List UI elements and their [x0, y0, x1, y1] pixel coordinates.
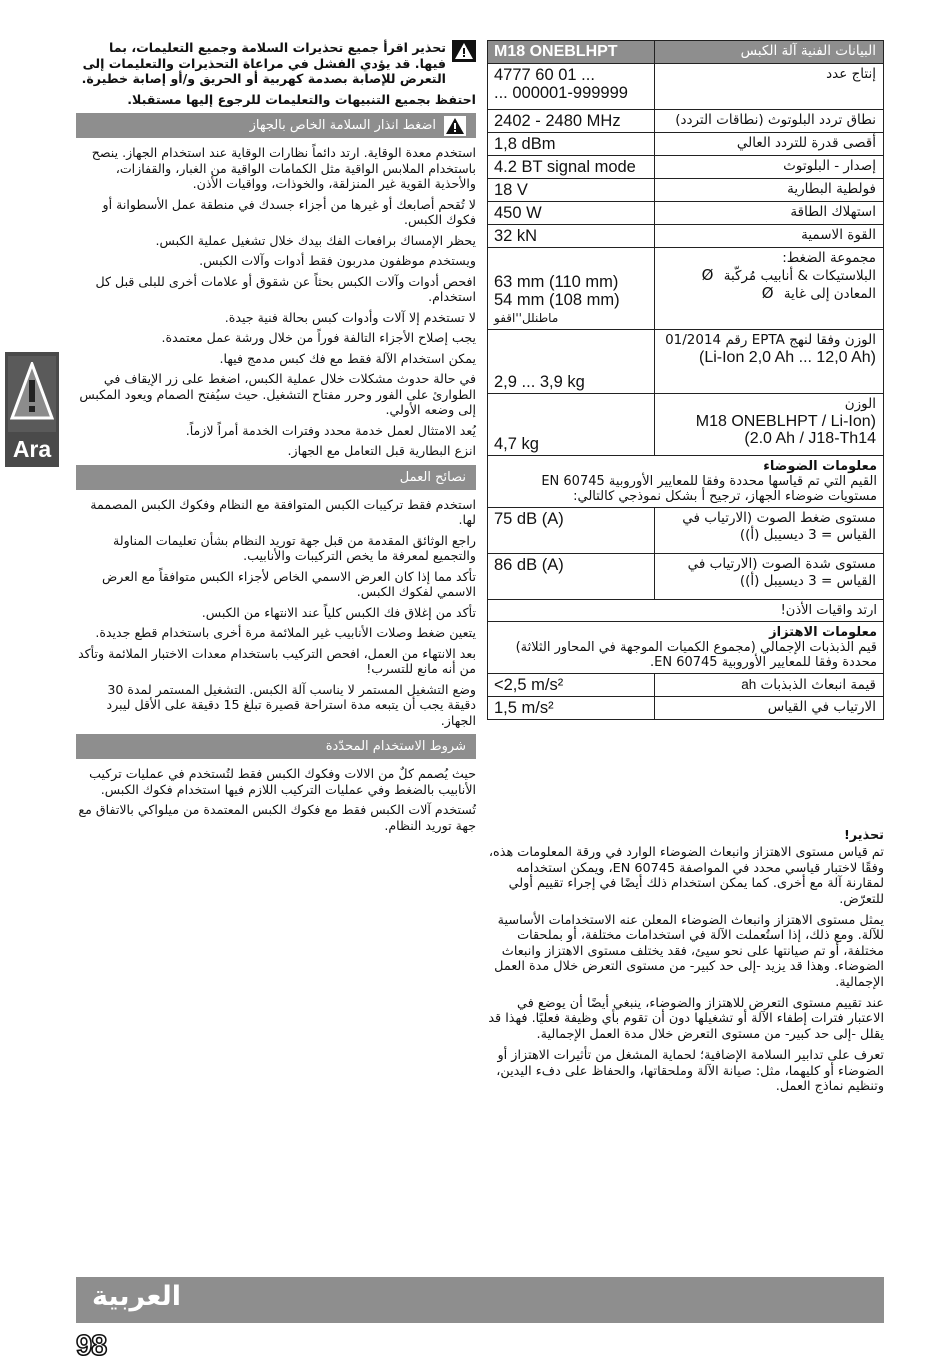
work-heading: نصائح العمل: [399, 469, 466, 485]
safety-instructions-column: [76, 40, 476, 838]
sound-pressure-row: [488, 508, 883, 554]
vibration-uncertainty-row: [488, 697, 883, 719]
metal-diameter-value: 54 mm (108 mm): [494, 291, 620, 309]
table-header-row: [488, 41, 883, 64]
work-item: بعد الانتهاء من العمل، افحص التركيب باستخدام معدات الاختبار الملائمة وتأكد من أنه مانع للتسرب!: [78, 645, 476, 676]
work-item: يتعين ضغط وصلات الأنابيب غير الملائمة مرة أخرى باستخدام قطع جديدة.: [95, 625, 476, 640]
vibration-title: معلومات الاهتزاز: [769, 625, 877, 640]
warning-icon: [8, 356, 56, 432]
table-row: [488, 64, 883, 110]
spec-label: نطاق تردد البلوتوث (نطاقات التردد): [675, 112, 876, 128]
warning-paragraph: تعرف على تدابير السلامة الإضافية؛ لحماية المشغل من تأثيرات الاهتزاز أو الضوضاء أو كليهما، مثل: صيانة الآلة وملحقاتها، والحفاظ على دفء اليدين، وتنظيم نماذج العمل.: [496, 1048, 884, 1095]
spec-value: 4777 60 01 ... ... 000001-999999: [488, 64, 655, 109]
safety-item: لا تُقحم أصابعك أو غيرها من أجزاء جسدك في منطقة عمل الأسطوانة أو فكوك الكبس.: [102, 196, 476, 227]
plastic-diameter-value: 63 mm (110 mm): [494, 273, 619, 291]
warning-triangle-icon: [452, 40, 476, 62]
usage-item: حيث يُصمم كلٌ من الالات وفكوك الكبس فقط لتُستخدم في عمليات تركيب الأنابيب بالضغط وفي عمليات التركيب اللازم فيها استخدام فكوك الكبس.: [89, 766, 476, 797]
spec-label: إنتاج عدد: [826, 66, 876, 82]
table-row: [488, 179, 883, 202]
safety-item: افحص أدوات وآلات الكبس بحثاً عن شقوق أو علامات أخرى للبلى قبل كل استخدام.: [95, 273, 476, 304]
ear-protection-text: ارتد واقيات الأذن!: [780, 603, 877, 618]
warning-triangle-icon: [444, 116, 466, 136]
unit-note: ماطنلل''اقفو: [494, 311, 559, 325]
work-item: راجع الوثائق المقدمة من قبل جهة توريد النظام بشأن تعليمات المناولة والتجميع لمعرفة ما يخص التركيبات والأنابيب.: [112, 532, 476, 563]
safety-item: يُعد الامتثال لعمل خدمة محدد وفترات الخدمة أمراً لازماً.: [185, 422, 476, 438]
language-side-tab: [5, 352, 59, 467]
noise-description: القيم التي تم قياسها محددة وفقا للمعايير الأوروبية EN 60745 مستويات ضوضاء الجهاز، ترجيح أ بشكل نموذجي كالتالي:: [541, 474, 877, 504]
safety-item: انزع البطارية قبل التعامل مع الجهاز.: [287, 443, 476, 458]
spec-label: قيمة انبعاث الذبذبات ah: [741, 677, 876, 693]
noise-info-row: [488, 456, 883, 508]
safety-item: ويستخدم موظفون مدربون فقط أدوات وآلات الكبس.: [199, 253, 476, 268]
work-heading-bar: [76, 465, 476, 490]
work-item: وضع التشغيل المستمر لا يناسب آلة الكبس. التشغيل المستمر لمدة 30 دقيقة يجب أن يتبعه مدة استراحة قصيرة تبلغ 15 دقيقة على الأقل ليبرد الجهاز.: [106, 681, 476, 728]
safety-item: يحظر الإمساك برافعات الفك بيدك خلال تشغيل عملية الكبس.: [155, 232, 476, 248]
safety-item: يمكن استخدام الآلة فقط مع فك كبس مدمج فيها.: [219, 350, 476, 366]
pressing-group-values: [488, 248, 655, 329]
plastic-pipes-line: البلاستيكات & أنابيب مُركّبة Ø: [701, 266, 876, 284]
general-warning: [76, 40, 476, 92]
diameter-icon: Ø: [701, 266, 714, 284]
intro-warning-text: تحذير اقرأ جميع تحذيرات السلامة وجميع التعليمات، بما فيها. قد يؤدي الفشل في مراعاة التحذيرات والتعليمات إلى التعرض للإصابة بصدمة كهربية أو الحريق و/أو إصابة خطيرة.: [81, 40, 446, 86]
keep-instructions-text: احتفظ بجميع التنبيهات والتعليمات للرجوع إليها مستقبلا.: [127, 91, 476, 107]
table-header-label: البيانات الفنية آلة الكبس: [740, 43, 876, 59]
safety-heading-bar: [76, 113, 476, 138]
warning-paragraph: عند تقييم مستوى التعرض للاهتزاز والضوضاء، ينبغي أيضًا أن يوضع في الاعتبار فترات إطفاء الآلة أو تشغيلها دون أن تقوم بأي وظيفة فعليًا. فهذا قد يقلل -إلى حد كبير- من مستوى التعرض خلال مدة العمل الإجمالية.: [488, 996, 884, 1042]
vibration-description: قيم الذبذبات الإجمالي (مجموع الكميات الموجهة في المحاور الثلاثة) محددة وفقا للمعايير الأوروبية EN 60745.: [515, 640, 877, 670]
spec-label: الوزن M18 ONEBLHPT / Li-Ion) (2.0 Ah / J18-Th14: [695, 396, 876, 447]
usage-heading-bar: [76, 734, 476, 759]
usage-item: تُستخدم آلات الكبس فقط مع فكوك الكبس المعتمدة من ميلواكي بالاتفاق مع جهة توريد النظام.: [78, 802, 476, 833]
emission-symbol: ah: [741, 677, 757, 692]
weight-epta-row: [488, 330, 883, 394]
spec-label: القوة الاسمية: [801, 227, 876, 243]
vibration-emission-row: [488, 674, 883, 697]
technical-data-table: [487, 40, 884, 720]
weight-row: [488, 394, 883, 456]
table-row: [488, 156, 883, 179]
table-row: [488, 110, 883, 133]
noise-title: معلومات الضوضاء: [763, 459, 877, 474]
usage-heading: شروط الاستخدام المحدّدة: [325, 739, 466, 754]
spec-value: 75 dB (A): [488, 508, 655, 553]
spec-label: الوزن وفقا لنهج EPTA رقم 01/2014 (Li-Ion 2,0 Ah ... 12,0 Ah): [665, 332, 876, 366]
spec-value: 2,9 ... 3,9 kg: [488, 330, 655, 393]
language-name: العربية: [92, 1281, 181, 1312]
spec-value: 4,7 kg: [488, 394, 655, 455]
safety-heading: اضغط انذار السلامة الخاص بالجهاز: [249, 118, 436, 133]
language-footer-bar: [76, 1277, 884, 1323]
spec-label: مستوى شدة الصوت (الارتياب في القياس = 3 ديسيبل (أ)): [687, 556, 876, 589]
spec-value: 18 V: [488, 179, 655, 201]
spec-label: مستوى ضغط الصوت (الارتياب في القياس = 3 ديسيبل (أ)): [682, 510, 876, 543]
table-row: [488, 202, 883, 225]
spec-value: 1,5 m/s²: [488, 697, 655, 719]
warning-paragraph: تم قياس مستوى الاهتزاز وانبعاث الضوضاء الوارد في ورقة المعلومات هذه، وفقًا لاختبار قياسي محدد في المواصفة EN 60745، ويمكن استخدامه لمقارنة آلة مع أخرى. كما يمكن استخدام ذلك أيضًا في إجراء تقييم أولي للتعرّض.: [488, 845, 884, 907]
vibration-info-row: [488, 622, 883, 674]
spec-value: 450 W: [488, 202, 655, 224]
spec-value: 2402 - 2480 MHz: [488, 110, 655, 132]
safety-item: استخدم معدة الوقاية. ارتد دائماً نظارات الوقاية عند استخدام الجهاز. ينصح باستخدام الملابس الواقية مثل الكمامات الواقية من الغبار، والقفازات، والأحذية القوية غير المنزلقة، والخوذات، وواقيات الأذن.: [91, 145, 476, 191]
warning-title: تحذير!: [843, 828, 884, 843]
ear-protection-row: [488, 600, 883, 622]
pressing-group-labels: [655, 248, 883, 329]
safety-item: في حالة حدوث مشكلات خلال عملية الكبس، اضغط على زر الإيقاف في الطوارئ على الفور وحرر مفتاح التشغيل. حيث سيُفتح الصمام ويعود المكبس إلى وضعه الأولي.: [79, 371, 476, 417]
diameter-icon: Ø: [761, 284, 774, 302]
spec-value: 4.2 BT signal mode: [488, 156, 655, 178]
work-item: تأكد من إغلاق فك الكبس كلياً عند الانتهاء من الكبس.: [201, 604, 476, 620]
spec-value: <2,5 m/s²: [488, 674, 655, 696]
work-item: تأكد مما إذا كان العرض الاسمي الخاص لأجزاء الكبس متوافقاً مع العرض الاسمي لفكوك الكبس.: [102, 568, 476, 599]
spec-label: إصدار - البلوتوث: [783, 158, 876, 174]
spec-value: 86 dB (A): [488, 554, 655, 599]
language-code: Ara: [12, 436, 52, 462]
spec-label: فولطية البطارية: [787, 181, 876, 197]
noise-vibration-warning: [487, 828, 884, 1101]
table-row: [488, 133, 883, 156]
warning-paragraph: يمثل مستوى الاهتزاز وانبعاث الضوضاء المعلن عنه الاستخدامات الأساسية للآلة. ومع ذلك، إذا استُعملت الآلة في استخدامات مختلفة، أو بملحقات مختلفة، أو تم صيانتها على نحو سيئ، فقد يختلف مستوى الاهتزاز وانبعاث الضوضاء. وهذا قد يزيد -إلى حد كبير- من مستوى التعرض خلال مدة العمل الإجمالية.: [494, 913, 884, 990]
spec-label: الارتياب في القياس: [767, 699, 876, 715]
spec-value: 32 kN: [488, 225, 655, 247]
metal-pipes-line: المعادن إلى غاية Ø: [761, 284, 876, 302]
spec-label: أقصى قدرة للتردد العالي: [736, 135, 876, 151]
spec-label: استهلاك الطاقة: [790, 204, 876, 220]
model-name: M18 ONEBLHPT: [488, 41, 655, 63]
safety-item: يجب إصلاح الأجزاء التالفة فوراً من خلال ورشة عمل معتمدة.: [161, 330, 476, 345]
table-row: [488, 225, 883, 248]
spec-value: 1,8 dBm: [488, 133, 655, 155]
pressing-group-row: [488, 248, 883, 330]
work-item: استخدم فقط تركيبات الكبس المتوافقة مع النظام وفكوك الكبس المصممة لها.: [90, 496, 476, 527]
sound-power-row: [488, 554, 883, 600]
pressing-group-title: مجموعة الضغط:: [782, 250, 876, 266]
safety-item: لا تستخدم إلا آلات وأدوات كبس بحالة فنية جيدة.: [224, 309, 476, 325]
page-number: 98: [76, 1330, 107, 1362]
